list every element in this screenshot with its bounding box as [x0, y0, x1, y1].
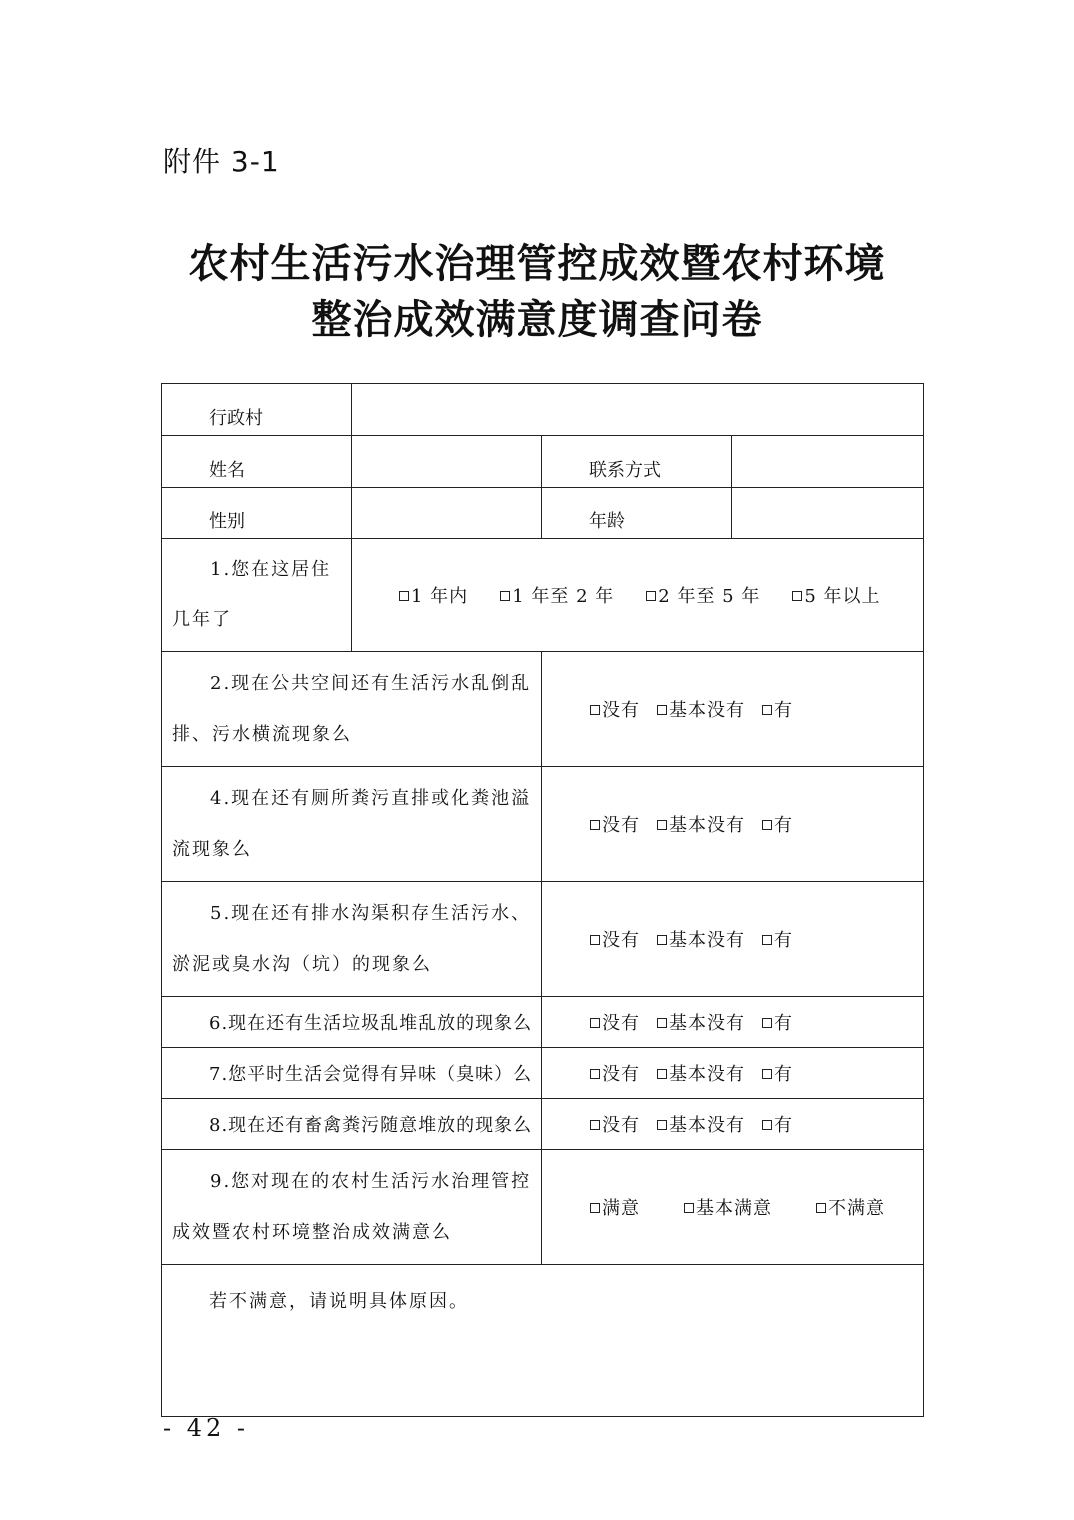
page-number: - 42 - — [163, 1414, 250, 1442]
option-label: 5 年以上 — [804, 586, 881, 607]
name-field[interactable] — [352, 436, 542, 488]
question-row — [162, 997, 924, 1048]
option-label: 没有 — [602, 700, 640, 721]
village-label: 行政村 — [162, 384, 352, 436]
option-label: 不满意 — [828, 1198, 885, 1219]
option-checkbox[interactable] — [590, 1194, 640, 1220]
option-label: 基本没有 — [669, 815, 745, 836]
option-checkbox[interactable] — [762, 1111, 793, 1137]
checkbox-icon — [590, 1018, 600, 1028]
question-row — [162, 767, 924, 882]
document-title-line-2: 整治成效满意度调查问卷 — [311, 296, 763, 343]
option-checkbox[interactable] — [684, 1194, 772, 1220]
gender-row — [162, 488, 924, 539]
question-text: 1.您在这居住几年了 — [162, 539, 352, 652]
option-checkbox[interactable] — [762, 1009, 793, 1035]
checkbox-icon — [646, 591, 656, 601]
reason-field[interactable] — [162, 1265, 924, 1417]
question-row — [162, 652, 924, 767]
question-row — [162, 882, 924, 997]
options — [542, 882, 924, 997]
question-text: 5.现在还有排水沟渠积存生活污水、淤泥或臭水沟（坑）的现象么 — [162, 882, 542, 997]
checkbox-icon — [762, 935, 772, 945]
contact-field[interactable] — [732, 436, 924, 488]
option-checkbox[interactable] — [816, 1194, 885, 1220]
checkbox-icon — [590, 1120, 600, 1130]
option-checkbox[interactable] — [657, 1060, 745, 1086]
option-checkbox[interactable] — [590, 1009, 640, 1035]
option-label: 满意 — [602, 1198, 640, 1219]
option-checkbox[interactable] — [657, 1009, 745, 1035]
question-row — [162, 1048, 924, 1099]
option-label: 基本没有 — [669, 1013, 745, 1034]
question-row — [162, 1150, 924, 1265]
checkbox-icon — [657, 1069, 667, 1079]
checkbox-icon — [762, 1018, 772, 1028]
options — [542, 652, 924, 767]
checkbox-icon — [590, 935, 600, 945]
question-text: 4.现在还有厕所粪污直排或化粪池溢流现象么 — [162, 767, 542, 882]
option-checkbox[interactable] — [657, 1111, 745, 1137]
question-text: 9.您对现在的农村生活污水治理管控成效暨农村环境整治成效满意么 — [162, 1150, 542, 1265]
question-row — [162, 1099, 924, 1150]
village-row — [162, 384, 924, 436]
name-label: 姓名 — [162, 436, 352, 488]
reason-prompt: 若不满意，请说明具体原因。 — [209, 1291, 469, 1312]
option-checkbox[interactable] — [657, 926, 745, 952]
option-label: 基本没有 — [669, 1064, 745, 1085]
survey-form-table — [161, 383, 924, 1417]
checkbox-icon — [399, 591, 409, 601]
contact-label: 联系方式 — [542, 436, 732, 488]
option-checkbox[interactable] — [762, 811, 793, 837]
option-checkbox[interactable] — [646, 582, 760, 608]
option-checkbox[interactable] — [590, 1060, 640, 1086]
option-checkbox[interactable] — [590, 1111, 640, 1137]
option-label: 基本没有 — [669, 930, 745, 951]
option-label: 没有 — [602, 815, 640, 836]
option-label: 1 年内 — [411, 586, 469, 607]
option-checkbox[interactable] — [792, 582, 880, 608]
checkbox-icon — [762, 820, 772, 830]
checkbox-icon — [684, 1203, 694, 1213]
checkbox-icon — [816, 1203, 826, 1213]
option-label: 有 — [774, 1064, 793, 1085]
checkbox-icon — [792, 591, 802, 601]
option-label: 基本没有 — [669, 1115, 745, 1136]
checkbox-icon — [762, 1069, 772, 1079]
option-label: 没有 — [602, 1013, 640, 1034]
option-label: 有 — [774, 815, 793, 836]
question-text: 6.现在还有生活垃圾乱堆乱放的现象么 — [162, 997, 542, 1048]
question-row — [162, 539, 924, 652]
checkbox-icon — [590, 1069, 600, 1079]
option-label: 没有 — [602, 1115, 640, 1136]
option-checkbox[interactable] — [500, 582, 614, 608]
option-label: 没有 — [602, 930, 640, 951]
option-label: 基本没有 — [669, 700, 745, 721]
option-checkbox[interactable] — [590, 926, 640, 952]
option-label: 没有 — [602, 1064, 640, 1085]
checkbox-icon — [657, 1018, 667, 1028]
checkbox-icon — [590, 1203, 600, 1213]
option-checkbox[interactable] — [590, 811, 640, 837]
checkbox-icon — [657, 935, 667, 945]
age-label: 年龄 — [542, 488, 732, 539]
attachment-label: 附件 3-1 — [163, 145, 280, 178]
options — [542, 767, 924, 882]
checkbox-icon — [657, 705, 667, 715]
option-label: 有 — [774, 1013, 793, 1034]
option-checkbox[interactable] — [657, 696, 745, 722]
question-text: 2.现在公共空间还有生活污水乱倒乱排、污水横流现象么 — [162, 652, 542, 767]
checkbox-icon — [590, 820, 600, 830]
options — [542, 1150, 924, 1265]
option-label: 有 — [774, 930, 793, 951]
option-checkbox[interactable] — [762, 926, 793, 952]
age-field[interactable] — [732, 488, 924, 539]
option-label: 基本满意 — [696, 1198, 772, 1219]
name-row — [162, 436, 924, 488]
question-text: 7.您平时生活会觉得有异味（臭味）么 — [162, 1048, 542, 1099]
gender-field[interactable] — [352, 488, 542, 539]
options — [542, 1099, 924, 1150]
options — [542, 1048, 924, 1099]
checkbox-icon — [657, 820, 667, 830]
reason-row — [162, 1265, 924, 1417]
options — [542, 997, 924, 1048]
option-checkbox[interactable] — [762, 696, 793, 722]
checkbox-icon — [762, 705, 772, 715]
option-label: 2 年至 5 年 — [658, 586, 761, 607]
option-label: 有 — [774, 700, 793, 721]
option-checkbox[interactable] — [762, 1060, 793, 1086]
document-title-line-1: 农村生活污水治理管控成效暨农村环境 — [188, 240, 886, 287]
checkbox-icon — [500, 591, 510, 601]
option-label: 有 — [774, 1115, 793, 1136]
checkbox-icon — [657, 1120, 667, 1130]
option-checkbox[interactable] — [657, 811, 745, 837]
checkbox-icon — [762, 1120, 772, 1130]
gender-label: 性别 — [162, 488, 352, 539]
village-field[interactable] — [352, 384, 924, 436]
question-text: 8.现在还有畜禽粪污随意堆放的现象么 — [162, 1099, 542, 1150]
option-checkbox[interactable] — [590, 696, 640, 722]
checkbox-icon — [590, 705, 600, 715]
options — [352, 539, 924, 652]
option-checkbox[interactable] — [399, 582, 468, 608]
option-label: 1 年至 2 年 — [512, 586, 615, 607]
